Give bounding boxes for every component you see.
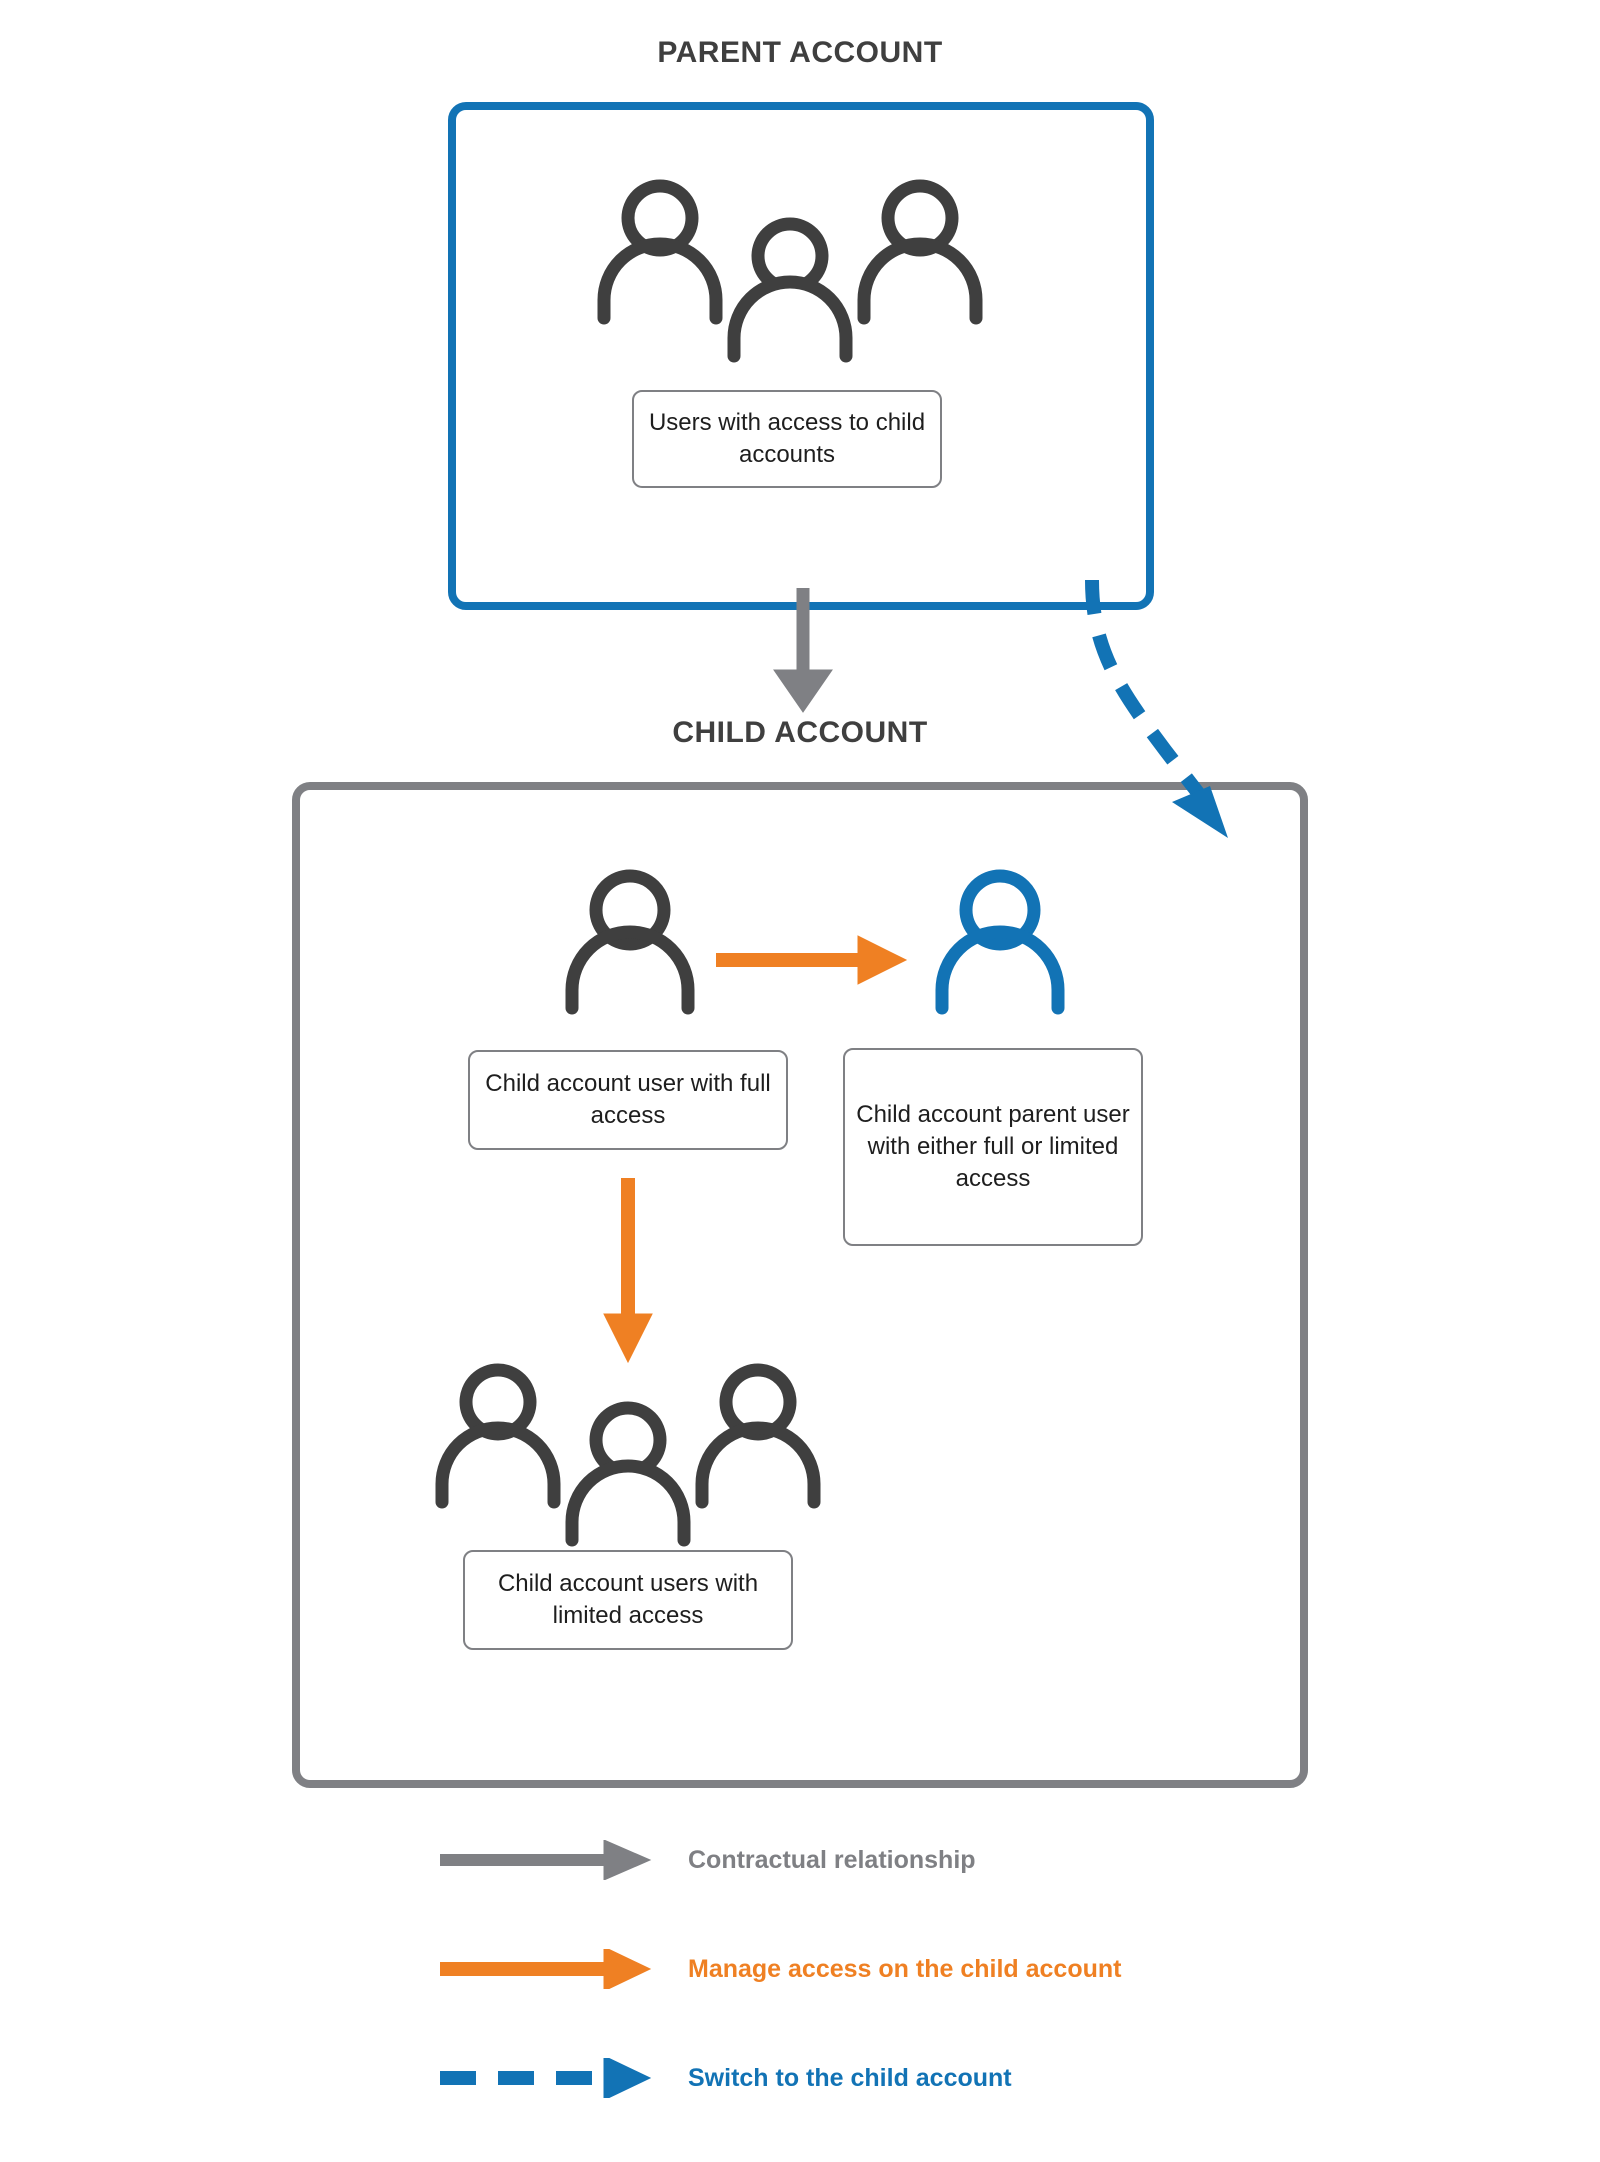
switch-to-child-account-arrow [1060,580,1300,890]
legend-label-contractual: Contractual relationship [688,1845,976,1874]
manage-access-horizontal-arrow [716,930,916,990]
contractual-relationship-arrow [748,588,858,718]
parent-account-title: PARENT ACCOUNT [657,36,943,69]
user-icon [560,868,700,1018]
parent-users-label: Users with access to child accounts [632,390,942,488]
child-parent-user-label: Child account parent user with either full or limited access [843,1048,1143,1246]
users-group-icon [428,1362,828,1552]
legend-label-manage-access: Manage access on the child account [688,1954,1122,1983]
legend-solid-orange-arrow-icon [440,1949,660,1989]
manage-access-vertical-arrow [596,1178,676,1368]
child-account-title: CHILD ACCOUNT [672,716,928,749]
child-full-access-label: Child account user with full access [468,1050,788,1150]
legend-dashed-blue-arrow-icon [440,2058,660,2098]
legend-item-manage-access [440,1949,1121,1989]
legend-item-contractual [440,1840,976,1880]
users-group-icon [590,178,990,368]
legend-solid-grey-arrow-icon [440,1840,660,1880]
child-limited-access-label: Child account users with limited access [463,1550,793,1650]
legend-label-switch-account: Switch to the child account [688,2063,1012,2092]
legend-item-switch-account [440,2058,1012,2098]
user-icon-blue [930,868,1070,1018]
